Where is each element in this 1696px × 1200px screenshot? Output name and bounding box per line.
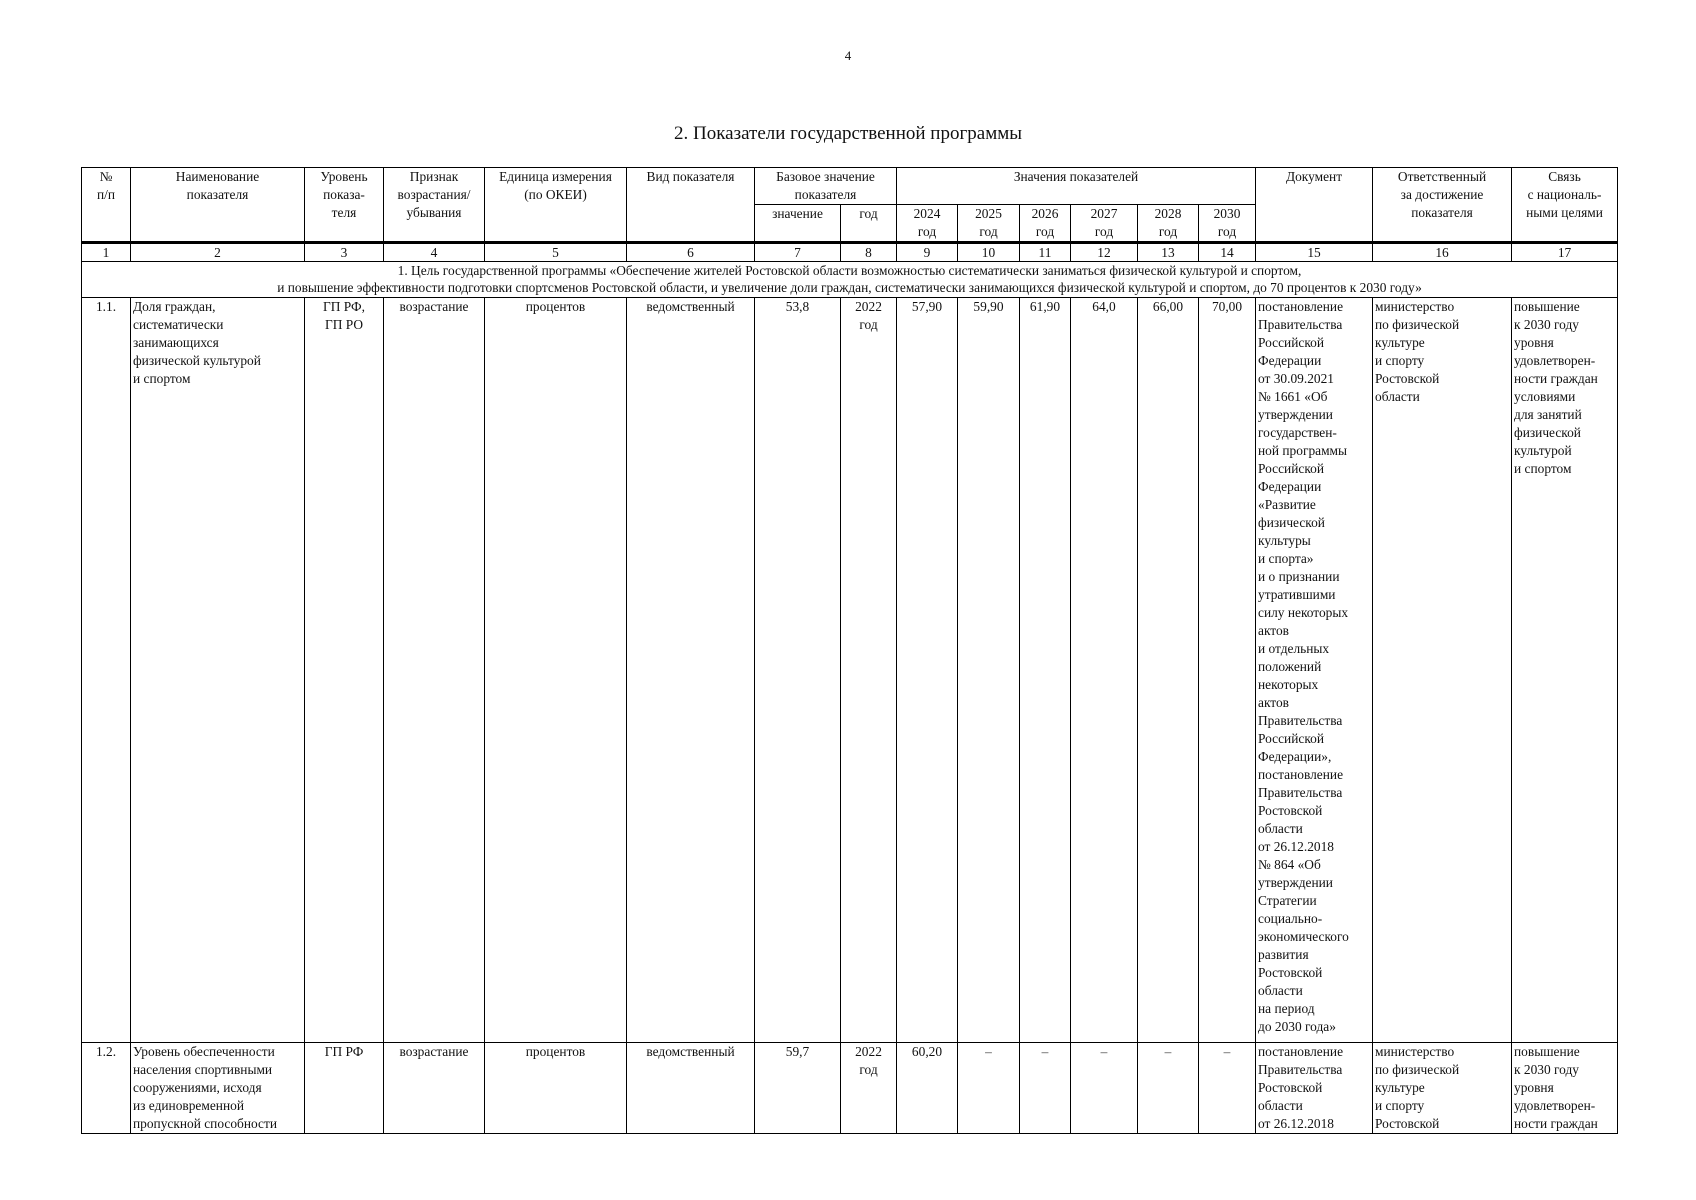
column-numbers-row xyxy=(82,243,1618,262)
row-type: ведомственный xyxy=(627,298,755,1043)
row-base-value: 59,7 xyxy=(755,1043,841,1134)
row-type: ведомственный xyxy=(627,1043,755,1134)
header-year-2027: 2027 год xyxy=(1071,205,1138,243)
row-document: постановление Правительства Ростовской области от 26.12.2018 xyxy=(1256,1043,1373,1134)
header-type: Вид показателя xyxy=(627,168,755,243)
header-base-year: год xyxy=(841,205,897,243)
column-number: 5 xyxy=(485,243,627,262)
indicators-table xyxy=(81,167,1618,1134)
header-resp: Ответственный за достижение показателя xyxy=(1373,168,1512,243)
column-number: 6 xyxy=(627,243,755,262)
row-value-2028: – xyxy=(1138,1043,1199,1134)
row-value-2025: – xyxy=(958,1043,1020,1134)
column-number: 9 xyxy=(897,243,958,262)
row-document: постановление Правительства Российской Федерации от 30.09.2021 № 1661 «Об утверждении государствен- ной программы Российской Федерации «Развитие физической культуры и спорта» и о признании утратившими силу некоторых актов и отдельных положений некоторых актов Правительства Российской Федерации», постановление Правительства Ростовской области от 26.12.2018 № 864 «Об утверждении Стратегии социально- экономического развития Ростовской области на период до 2030 года» xyxy=(1256,298,1373,1043)
column-number: 3 xyxy=(305,243,384,262)
header-base: Базовое значение показателя xyxy=(755,168,897,205)
goal-text: 1. Цель государственной программы «Обеспечение жителей Ростовской области возможностью систематически заниматься физической культурой и спортом, и повышение эффективности подготовки спортсменов Ростовской области, и увеличение доли граждан, систематически занимающихся физической культурой и спортом, до 70 процентов к 2030 году» xyxy=(82,262,1618,298)
header-year-2026: 2026 год xyxy=(1020,205,1071,243)
row-sign: возрастание xyxy=(384,1043,485,1134)
row-value-2027: – xyxy=(1071,1043,1138,1134)
header-values: Значения показателей xyxy=(897,168,1256,205)
row-value-2030: 70,00 xyxy=(1199,298,1256,1043)
column-number: 17 xyxy=(1512,243,1618,262)
column-number: 14 xyxy=(1199,243,1256,262)
header-year-2025: 2025 год xyxy=(958,205,1020,243)
row-base-year: 2022 год xyxy=(841,1043,897,1134)
header-name: Наименование показателя xyxy=(131,168,305,243)
row-value-2028: 66,00 xyxy=(1138,298,1199,1043)
column-number: 11 xyxy=(1020,243,1071,262)
header-row xyxy=(82,168,1618,205)
row-base-value: 53,8 xyxy=(755,298,841,1043)
row-value-2027: 64,0 xyxy=(1071,298,1138,1043)
row-national-goal-link: повышение к 2030 году уровня удовлетворен- ности граждан условиями для занятий физической культурой и спортом xyxy=(1512,298,1618,1043)
row-value-2024: 57,90 xyxy=(897,298,958,1043)
row-level: ГП РФ xyxy=(305,1043,384,1134)
row-responsible: министерство по физической культуре и спорту Ростовской xyxy=(1373,1043,1512,1134)
row-name: Уровень обеспеченности населения спортивными сооружениями, исходя из единовременной пропускной способности xyxy=(131,1043,305,1134)
row-value-2026: – xyxy=(1020,1043,1071,1134)
page-number: 4 xyxy=(844,48,852,63)
header-num: № п/п xyxy=(82,168,131,243)
column-number: 4 xyxy=(384,243,485,262)
row-num: 1.2. xyxy=(82,1043,131,1134)
goal-row xyxy=(82,262,1618,298)
row-name: Доля граждан, систематически занимающихся физической культурой и спортом xyxy=(131,298,305,1043)
column-number: 12 xyxy=(1071,243,1138,262)
row-national-goal-link: повышение к 2030 году уровня удовлетворен- ности граждан xyxy=(1512,1043,1618,1134)
header-sign: Признак возрастания/ убывания xyxy=(384,168,485,243)
column-number: 2 xyxy=(131,243,305,262)
header-year-2028: 2028 год xyxy=(1138,205,1199,243)
column-number: 7 xyxy=(755,243,841,262)
row-level: ГП РФ, ГП РО xyxy=(305,298,384,1043)
row-base-year: 2022 год xyxy=(841,298,897,1043)
header-year-2024: 2024 год xyxy=(897,205,958,243)
header-link: Связь с националь- ными целями xyxy=(1512,168,1618,243)
column-number: 10 xyxy=(958,243,1020,262)
column-number: 1 xyxy=(82,243,131,262)
table-row xyxy=(82,298,1618,1043)
row-value-2026: 61,90 xyxy=(1020,298,1071,1043)
column-number: 16 xyxy=(1373,243,1512,262)
row-unit: процентов xyxy=(485,1043,627,1134)
row-value-2030: – xyxy=(1199,1043,1256,1134)
row-unit: процентов xyxy=(485,298,627,1043)
table-row xyxy=(82,1043,1618,1134)
header-year-2030: 2030 год xyxy=(1199,205,1256,243)
row-num: 1.1. xyxy=(82,298,131,1043)
row-responsible: министерство по физической культуре и спорту Ростовской области xyxy=(1373,298,1512,1043)
column-number: 13 xyxy=(1138,243,1199,262)
header-unit: Единица измерения (по ОКЕИ) xyxy=(485,168,627,243)
page-title: 2. Показатели государственной программы xyxy=(673,123,1023,144)
row-value-2025: 59,90 xyxy=(958,298,1020,1043)
column-number: 8 xyxy=(841,243,897,262)
header-level: Уровень показа- теля xyxy=(305,168,384,243)
header-base-value: значение xyxy=(755,205,841,243)
row-value-2024: 60,20 xyxy=(897,1043,958,1134)
column-number: 15 xyxy=(1256,243,1373,262)
row-sign: возрастание xyxy=(384,298,485,1043)
header-doc: Документ xyxy=(1256,168,1373,243)
